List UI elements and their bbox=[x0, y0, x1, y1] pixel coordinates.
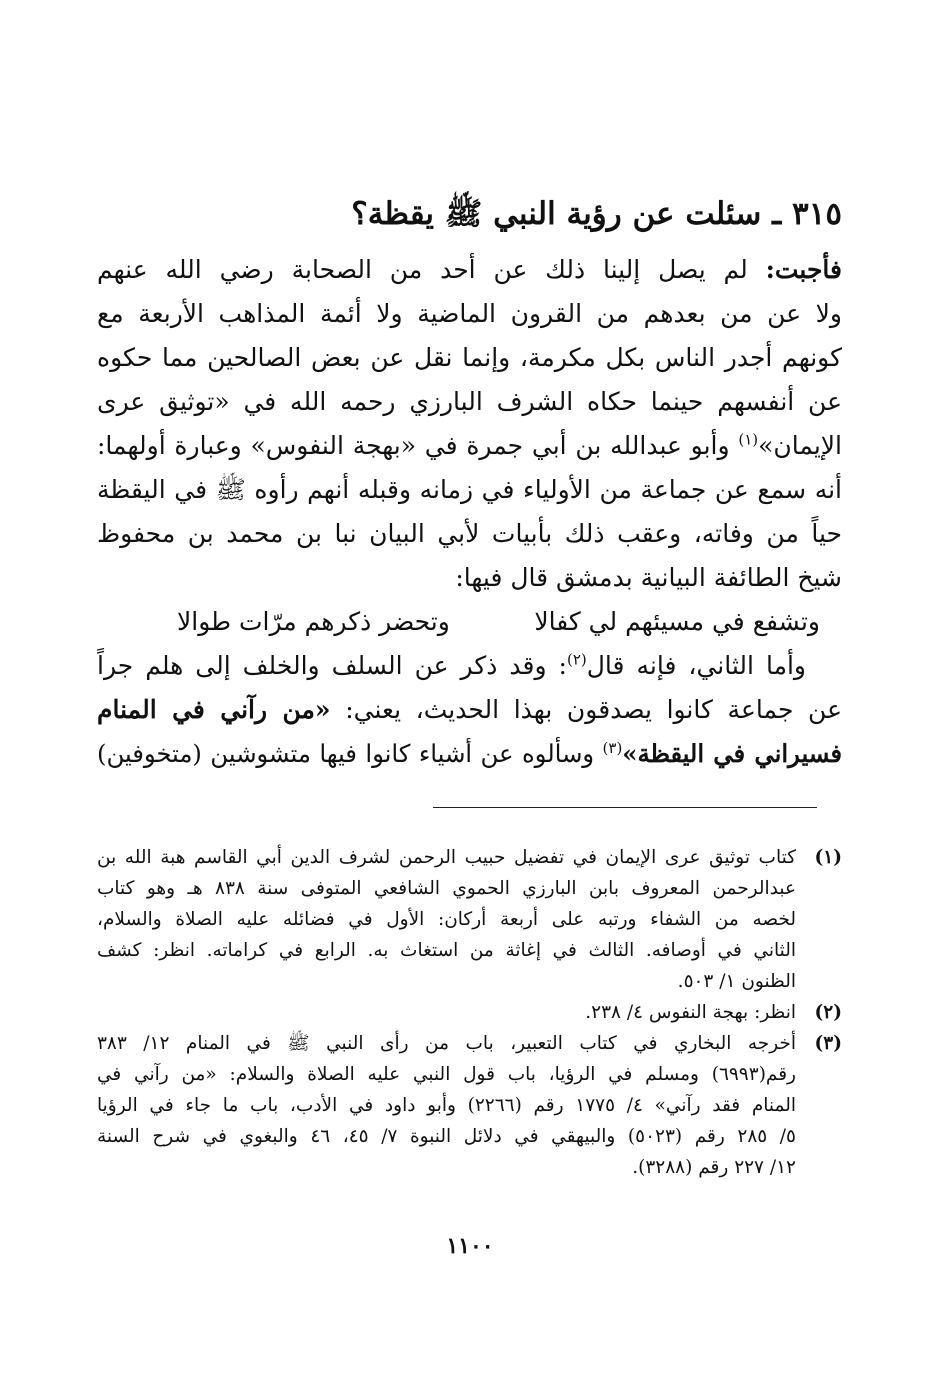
answer-lead: فأجبت: bbox=[765, 255, 842, 284]
footnote-ref: (١) bbox=[738, 430, 759, 449]
footnote-3 bbox=[97, 1028, 842, 1183]
answer-line: ولا عن من بعدهم من القرون الماضية ولا أئمة المذاهب الأربعة مع bbox=[97, 299, 842, 328]
answer-line: الإيمان»$^{(١)}$ وأبو عبدالله بن أبي جمرة في «بهجة النفوس» وعبارة أولهما: bbox=[97, 430, 842, 460]
footnote-number: (٣) bbox=[814, 1033, 842, 1054]
answer-line: فسيراني في اليقظة»$^{(٣)}$ وسألوه عن أشياء كانوا فيها متشوشين (متخوفين) bbox=[97, 738, 842, 768]
footnote-2 bbox=[97, 997, 842, 1028]
answer-line: فأجبت: لم يصل إلينا ذلك عن أحد من الصحابة رضي الله عنهم bbox=[97, 255, 842, 284]
answer-line: أنه سمع عن جماعة من الأولياء في زمانه وقبله أنهم رأوه ﷺ في اليقظة bbox=[97, 475, 842, 504]
footnotes bbox=[97, 842, 842, 1183]
answer-line: حياً من وفاته، وعقب ذلك بأبيات لأبي البيان نبا بن محمد بن محفوظ bbox=[97, 519, 842, 548]
footnote-number: (٢) bbox=[814, 1002, 842, 1023]
answer-line: عن جماعة كانوا يصدقون بهذا الحديث، يعني: «من رآني في المنام bbox=[97, 695, 843, 724]
footnote-text: كتاب توثيق عرى الإيمان في تفضيل حبيب الرحمن لشرف الدين أبي القاسم هبة الله بن عبدالرحمن المعروف بابن البارزي الحموي الشافعي المتوفى سنة ٨٣٨ هـ وهو كتاب لخصه من الشفاء ورتبه على أربعة أركان: الأول في فضائله عليه الصلاة والسلام، الثاني في أوصافه. الثالث في إغاثة من استغاث به. الرابع في كراماته. انظر: كشف الظنون ١/ ٥٠٣. bbox=[97, 847, 796, 992]
hadith-quote: فسيراني في اليقظة» bbox=[622, 739, 842, 768]
footnote-ref: (٣) bbox=[602, 738, 623, 757]
page-number: ١١٠٠ bbox=[446, 1233, 494, 1259]
footnote-1 bbox=[97, 842, 842, 997]
question-heading: ٣١٥ ـ سئلت عن رؤية النبي ﷺ يقظة؟ bbox=[351, 196, 842, 232]
hadith-quote: «من رآني في المنام bbox=[97, 695, 331, 724]
poem-verse bbox=[97, 600, 842, 644]
answer-body bbox=[97, 248, 842, 776]
footnote-number: (١) bbox=[814, 847, 842, 868]
footnote-separator bbox=[433, 807, 817, 808]
answer-line: عن أنفسهم حينما حكاه الشرف البارزي رحمه الله في «توثيق عرى bbox=[97, 387, 842, 416]
verse-first-hemistich: وتشفع في مسيئهم لي كفالا bbox=[534, 607, 820, 636]
footnote-ref: (٢) bbox=[566, 650, 587, 669]
verse-second-hemistich: وتحضر ذكرهم مرّات طوالا bbox=[177, 607, 450, 636]
footnote-text: انظر: بهجة النفوس ٤/ ٢٣٨. bbox=[585, 1002, 796, 1023]
footnote-text: أخرجه البخاري في كتاب التعبير، باب من رأى النبي ﷺ في المنام ١٢/ ٣٨٣ رقم(٦٩٩٣) ومسلم في الرؤيا، باب قول النبي عليه الصلاة والسلام: «من رآني في المنام فقد رآني» ٤/ ١٧٧٥ رقم (٢٢٦٦) وأبو داود في الأدب، باب ما جاء في الرؤيا ٥/ ٢٨٥ رقم (٥٠٢٣) والبيهقي في دلائل النبوة ٧/ ٤٥، ٤٦ والبغوي في شرح السنة ١٢/ ٢٢٧ رقم (٣٢٨٨). bbox=[97, 1033, 796, 1178]
answer-line: شيخ الطائفة البيانية بدمشق قال فيها: bbox=[455, 563, 842, 592]
answer-line: كونهم أجدر الناس بكل مكرمة، وإنما نقل عن بعض الصالحين مما حكوه bbox=[97, 343, 842, 372]
answer-line: وأما الثاني، فإنه قال$^{(٢)}$: وقد ذكر عن السلف والخلف إلى هلم جراً bbox=[97, 650, 806, 680]
